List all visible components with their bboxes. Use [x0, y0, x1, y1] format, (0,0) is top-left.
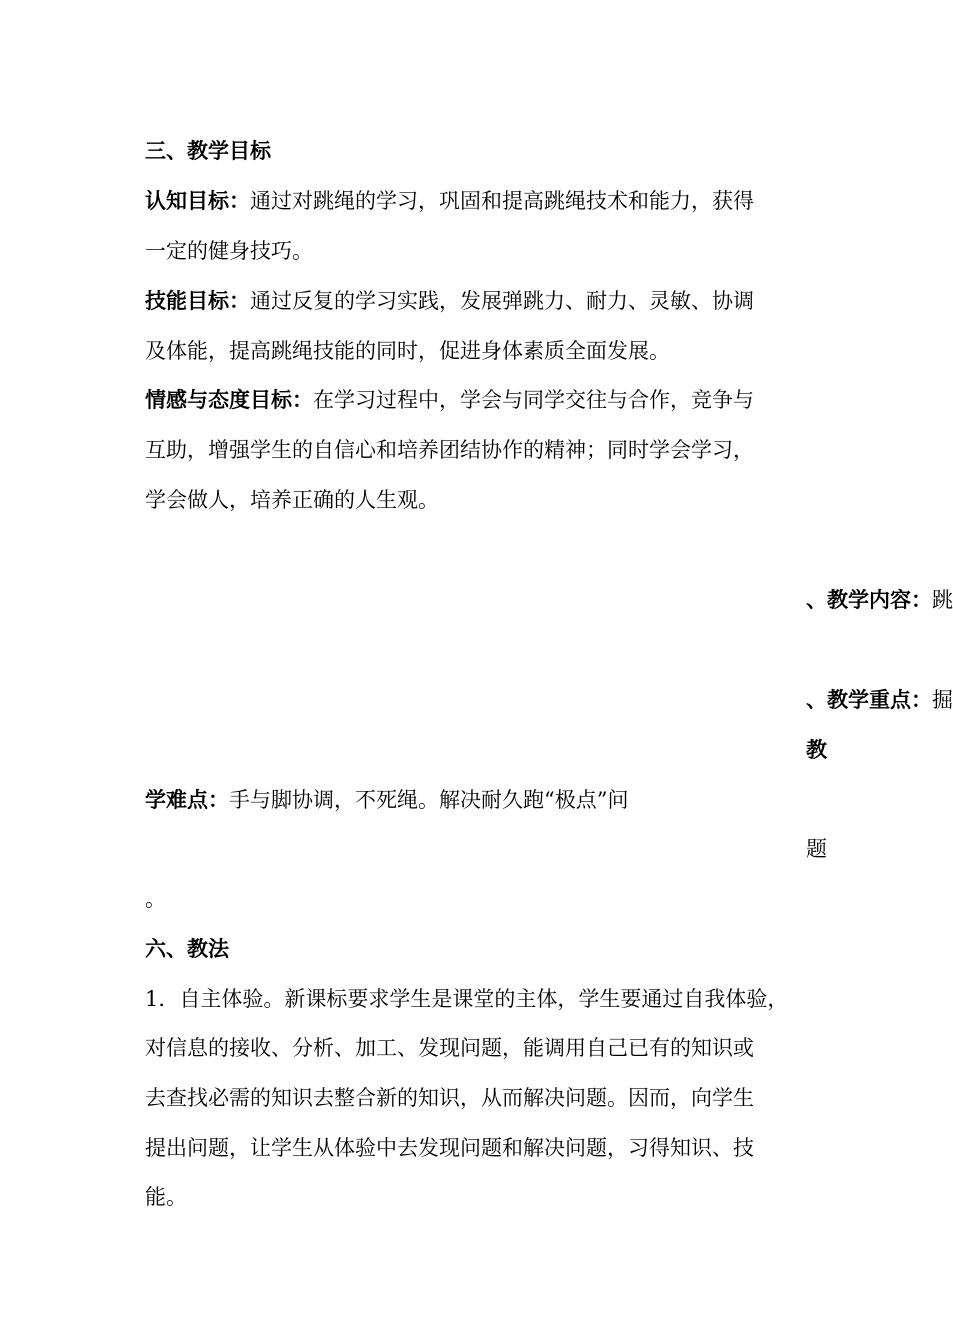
- teaching-difficulty-label: 学难点：: [145, 787, 229, 812]
- section6-heading: 六、教法: [145, 936, 229, 961]
- teaching-content-line: [806, 586, 953, 614]
- emotion-goal-line3: 学会做人，培养正确的人生观。: [145, 488, 439, 512]
- teaching-focus-line: [806, 686, 953, 714]
- teaching-difficulty-end: 题: [806, 837, 827, 861]
- teaching-difficulty-line: [145, 786, 628, 814]
- teaching-focus-text: 掘: [932, 688, 953, 712]
- cognitive-goal-line2: 一定的健身技巧。: [145, 239, 313, 263]
- emotion-goal-text: 在学习过程中，学会与同学交往与合作，竞争与: [313, 388, 754, 412]
- section3-heading: 三、教学目标: [145, 138, 271, 163]
- cognitive-goal-line1: [145, 187, 754, 215]
- teaching-focus-label: 、教学重点：: [806, 687, 932, 712]
- method1-line2: 对信息的接收、分析、加工、发现问题，能调用自己已有的知识或: [145, 1036, 754, 1060]
- teaching-content-text: 跳: [932, 588, 953, 612]
- teaching-difficulty-prefix: 教: [806, 737, 827, 762]
- emotion-goal-label: 情感与态度目标：: [145, 387, 313, 412]
- skill-goal-label: 技能目标：: [145, 288, 250, 313]
- teaching-difficulty-period: 。: [145, 887, 166, 911]
- skill-goal-line2: 及体能，提高跳绳技能的同时，促进身体素质全面发展。: [145, 339, 670, 363]
- method1-line3: 去查找必需的知识去整合新的知识，从而解决问题。因而，向学生: [145, 1086, 754, 1110]
- emotion-goal-line2: 互助，增强学生的自信心和培养团结协作的精神；同时学会学习，: [145, 438, 754, 462]
- skill-goal-line1: [145, 287, 754, 315]
- cognitive-goal-text: 通过对跳绳的学习，巩固和提高跳绳技术和能力，获得: [250, 189, 754, 213]
- teaching-content-label: 、教学内容：: [806, 587, 932, 612]
- method1-line4: 提出问题，让学生从体验中去发现问题和解决问题，习得知识、技: [145, 1136, 754, 1160]
- emotion-goal-line1: [145, 386, 754, 414]
- method1-line5: 能。: [145, 1185, 187, 1209]
- method1-line1: 1．自主体验。新课标要求学生是课堂的主体，学生要通过自我体验，: [145, 987, 789, 1011]
- teaching-difficulty-text: 手与脚协调，不死绳。解决耐久跑“极点”问: [229, 788, 629, 812]
- cognitive-goal-label: 认知目标：: [145, 188, 250, 213]
- skill-goal-text: 通过反复的学习实践，发展弹跳力、耐力、灵敏、协调: [250, 289, 754, 313]
